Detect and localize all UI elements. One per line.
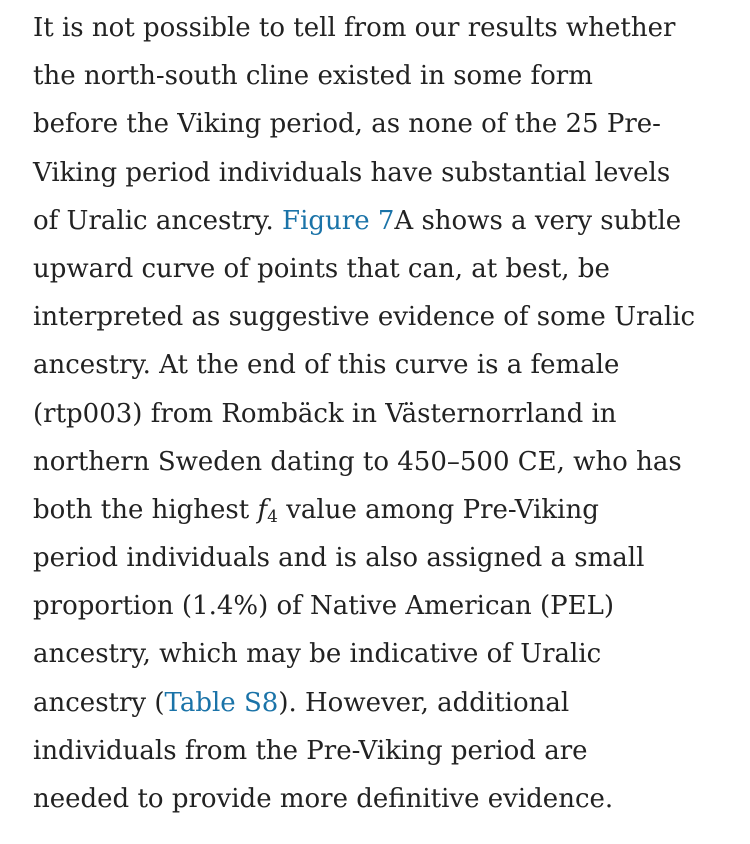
text-segment: ). However, additional	[278, 687, 570, 718]
table-s8-link[interactable]: Table S8	[164, 687, 279, 718]
text-segment: of Uralic ancestry.	[33, 205, 283, 236]
article-paragraph	[33, 0, 733, 823]
text-line: needed to provide more definitive evidence.	[33, 784, 614, 814]
text-line: period individuals and is also assigned a small	[33, 543, 645, 574]
text-line: (rtp003) from Rombäck in Västernorrland in	[33, 398, 617, 429]
text-line: interpreted as suggestive evidence of some Uralic	[33, 302, 696, 333]
text-line: the north-south cline existed in some form	[33, 61, 593, 92]
math-symbol: f	[257, 494, 268, 525]
text-line	[33, 679, 733, 727]
text-line: individuals from the Pre-Viking period are	[33, 735, 588, 766]
text-segment: value among Pre-Viking	[277, 494, 599, 525]
f4-statistic	[258, 495, 278, 525]
text-line: ancestry, which may be indicative of Uralic	[33, 639, 602, 670]
text-line: It is not possible to tell from our results whether	[33, 13, 676, 43]
text-segment: ancestry (	[33, 687, 165, 718]
figure-7-link[interactable]: Figure 7	[282, 205, 395, 236]
text-segment: A shows a very subtle	[394, 205, 682, 236]
text-line	[33, 486, 733, 534]
text-line: northern Sweden dating to 450–500 CE, who has	[33, 446, 682, 477]
text-line: upward curve of points that can, at best, be	[33, 253, 610, 284]
text-line	[33, 197, 733, 245]
text-line: proportion (1.4%) of Native American (PEL)	[33, 591, 615, 622]
text-line: before the Viking period, as none of the 25 Pre-	[33, 109, 661, 140]
text-line: ancestry. At the end of this curve is a female	[33, 350, 620, 381]
text-segment: both the highest	[33, 494, 258, 525]
math-subscript: 4	[267, 506, 278, 527]
text-line: Viking period individuals have substantial levels	[33, 157, 671, 188]
